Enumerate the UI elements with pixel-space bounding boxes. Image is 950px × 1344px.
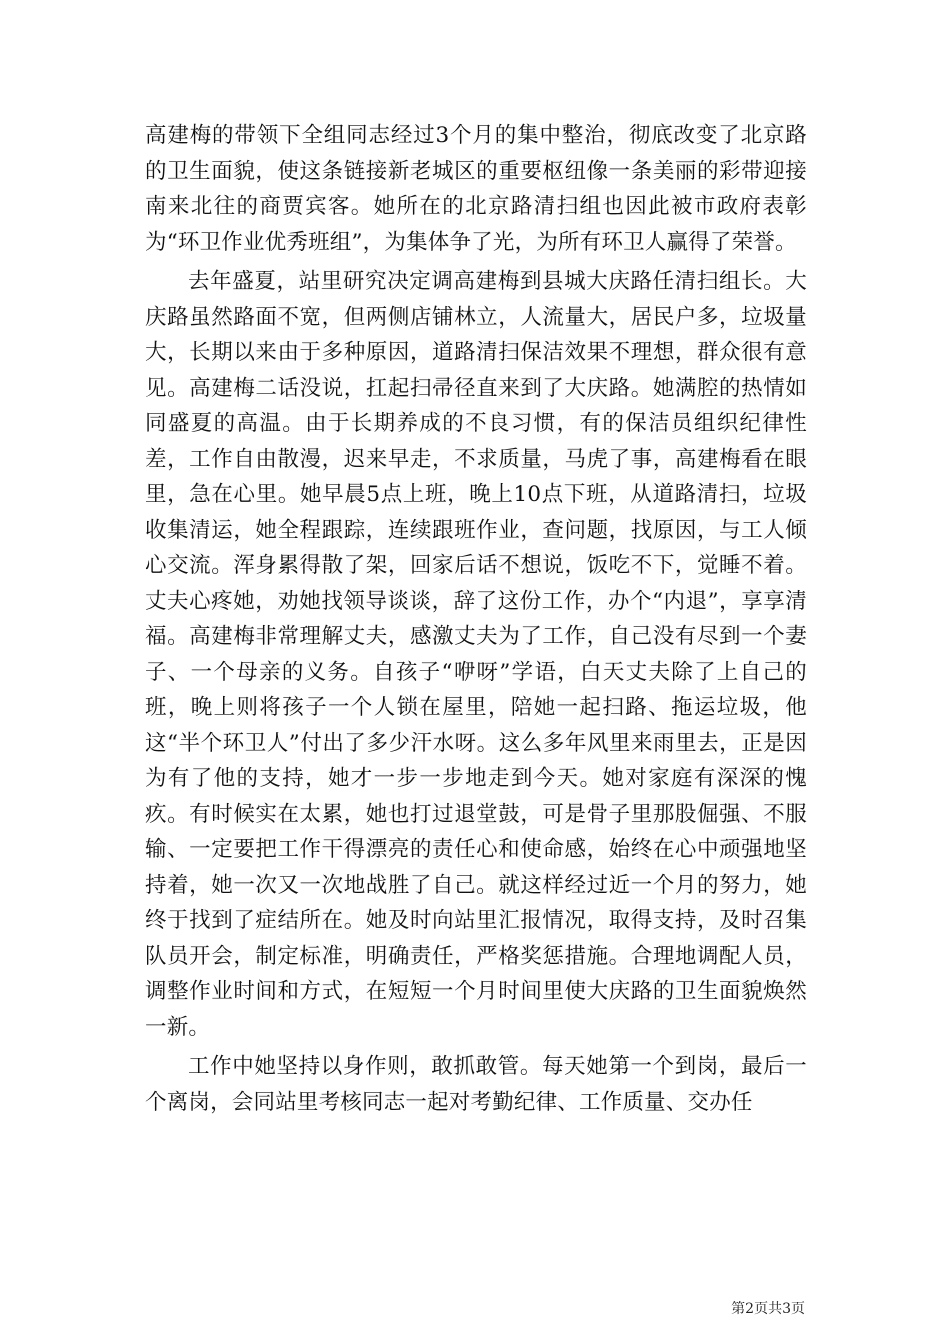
document-body — [145, 118, 807, 1120]
paragraph-3: 工作中她坚持以身作则，敢抓敢管。每天她第一个到岗，最后一个离岗，会同站里考核同志一起对考勤纪律、工作质量、交办任 — [145, 1054, 807, 1115]
page-number-footer: 第2页共3页 — [731, 1301, 805, 1317]
paragraph-2: 去年盛夏，站里研究决定调高建梅到县城大庆路任清扫组长。大庆路虽然路面不宽，但两侧店铺林立，人流量大，居民户多，垃圾量大，长期以来由于多种原因，道路清扫保洁效果不理想，群众很有意见。高建梅二话没说，扛起扫帚径直来到了大庆路。她满腔的热情如同盛夏的高温。由于长期养成的不良习惯，有的保洁员组织纪律性差，工作自由散漫，迟来早走，不求质量，马虎了事，高建梅看在眼里，急在心里。她早晨5点上班，晚上10点下班，从道路清扫，垃圾收集清运，她全程跟踪，连续跟班作业，查问题，找原因，与工人倾心交流。浑身累得散了架，回家后话不想说，饭吃不下，觉睡不着。丈夫心疼她，劝她找领导谈谈，辞了这份工作，办个“内退”，享享清福。高建梅非常理解丈夫，感激丈夫为了工作，自己没有尽到一个妻子、一个母亲的义务。自孩子“咿呀”学语，白天丈夫除了上自己的班，晚上则将孩子一个人锁在屋里，陪她一起扫路、拖运垃圾，他这“半个环卫人”付出了多少汗水呀。这么多年风里来雨里去，正是因为有了他的支持，她才一步一步地走到今天。她对家庭有深深的愧疚。有时候实在太累，她也打过退堂鼓，可是骨子里那股倔强、不服输、一定要把工作干得漂亮的责任心和使命感，始终在心中顽强地坚持着，她一次又一次地战胜了自己。就这样经过近一个月的努力，她终于找到了症结所在。她及时向站里汇报情况，取得支持，及时召集队员开会，制定标准，明确责任，严格奖惩措施。合理地调配人员，调整作业时间和方式，在短短一个月时间里使大庆路的卫生面貌焕然一新。 — [145, 269, 807, 1040]
paragraph-1: 高建梅的带领下全组同志经过3个月的集中整治，彻底改变了北京路的卫生面貌，使这条链接新老城区的重要枢纽像一条美丽的彩带迎接南来北往的商贾宾客。她所在的北京路清扫组也因此被市政府表彰为“环卫作业优秀班组”，为集体争了光，为所有环卫人赢得了荣誉。 — [145, 123, 807, 255]
